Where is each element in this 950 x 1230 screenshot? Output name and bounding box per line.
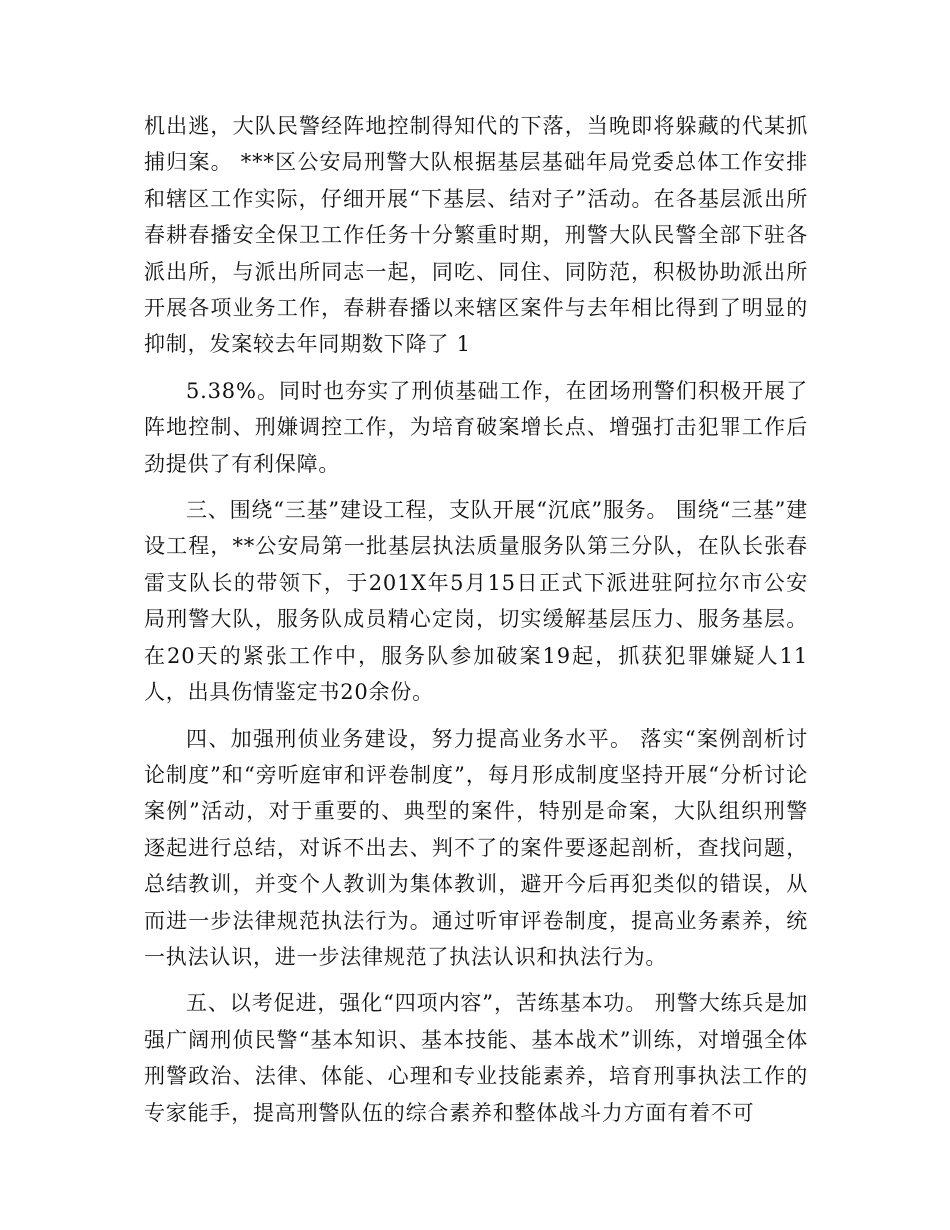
paragraph-4: 四、加强刑侦业务建设，努力提高业务水平。 落实“案例剖析讨论制度”和“旁听庭审和评卷制度”，每月形成制度坚持开展“分析讨论案例”活动，对于重要的、典型的案件，特别是命案，大队组织刑警逐起进行总结，对诉不出去、判不了的案件要逐起剖析，查找问题，总结教训，并变个人教训为集体教训，避开今后再犯类似的错误，从而进一步法律规范执法行为。通过听审评卷制度，提高业务素养，统一执法认识，进一步法律规范了执法认识和执法行为。 bbox=[144, 726, 808, 969]
paragraph-3: 三、围绕“三基”建设工程，支队开展“沉底”服务。 围绕“三基”建设工程，**公安局第一批基层执法质量服务队第三分队，在队长张春雷支队长的带领下，于201X年5月15日正式下派进驻阿拉尔市公安局刑警大队，服务队成员精心定岗，切实缓解基层压力、服务基层。在20天的紧张工作中，服务队参加破案19起，抓获犯罪嫌疑人11人，出具伤情鉴定书20余份。 bbox=[144, 498, 808, 705]
paragraph-5: 五、以考促进，强化“四项内容”，苦练基本功。 刑警大练兵是加强广阔刑侦民警“基本知识、基本技能、基本战术”训练，对增强全体刑警政治、法律、体能、心理和专业技能素养，培育刑事执法工作的专家能手，提高刑警队伍的综合素养和整体战斗力方面有着不可 bbox=[144, 991, 808, 1125]
document-body bbox=[144, 108, 808, 1141]
paragraph-2: 5.38%。同时也夯实了刑侦基础工作，在团场刑警们积极开展了阵地控制、刑嫌调控工作，为培育破案增长点、增强打击犯罪工作后劲提供了有利保障。 bbox=[144, 378, 808, 476]
paragraph-1: 机出逃，大队民警经阵地控制得知代的下落，当晚即将躲藏的代某抓捕归案。 ***区公安局刑警大队根据基层基础年局党委总体工作安排和辖区工作实际，仔细开展“下基层、结对子”活动。在各基层派出所春耕春播安全保卫工作任务十分繁重时期，刑警大队民警全部下驻各派出所，与派出所同志一起，同吃、同住、同防范，积极协助派出所开展各项业务工作，春耕春播以来辖区案件与去年相比得到了明显的抑制，发案较去年同期数下降了 1 bbox=[144, 114, 808, 357]
